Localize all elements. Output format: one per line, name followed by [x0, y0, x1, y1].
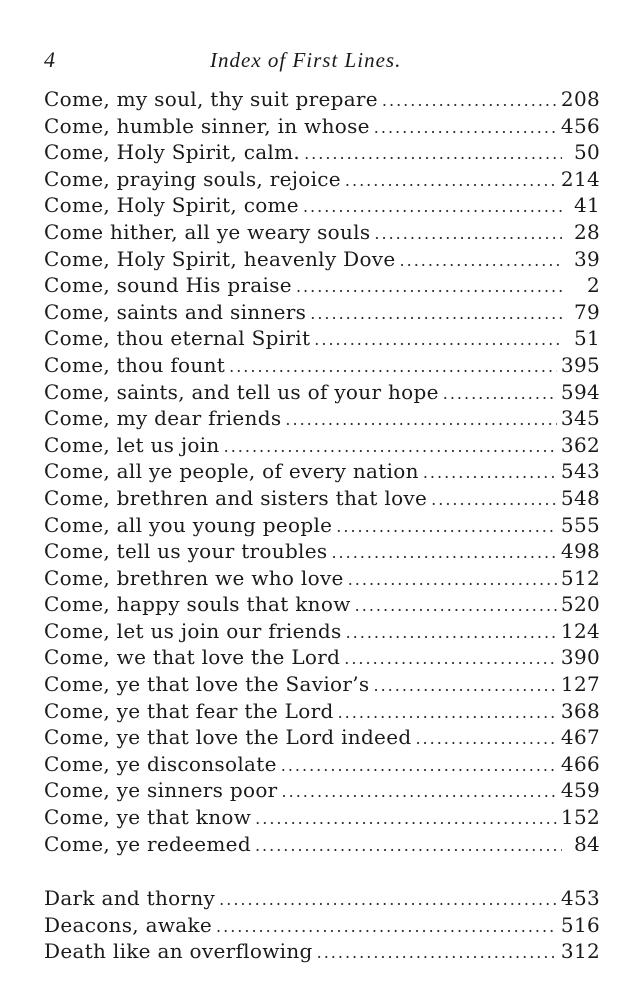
entry-hymn-number: 395 — [560, 352, 600, 377]
dot-leader — [296, 274, 562, 301]
entry-first-line: Come, ye that love the Savior’s — [44, 672, 370, 697]
entry-hymn-number: 453 — [560, 886, 600, 911]
index-entry — [44, 538, 600, 565]
dot-leader — [346, 620, 557, 647]
index-entry — [44, 938, 600, 965]
index-entry — [44, 831, 600, 858]
dot-leader — [423, 460, 557, 487]
entry-first-line: Come, sound His praise — [44, 273, 292, 298]
entry-hymn-number: 456 — [560, 113, 600, 138]
entry-first-line: Come, all you young people — [44, 512, 333, 537]
entry-hymn-number: 512 — [560, 565, 600, 590]
dot-leader — [304, 141, 562, 168]
entry-first-line: Come, praying souls, rejoice — [44, 166, 341, 191]
index-entry — [44, 724, 600, 751]
entry-first-line: Come, brethren and sisters that love — [44, 485, 428, 510]
entry-hymn-number: 555 — [560, 512, 600, 537]
dot-leader — [373, 673, 556, 700]
index-entry — [44, 405, 600, 432]
entry-hymn-number: 51 — [573, 326, 600, 351]
entry-first-line: Death like an overflowing — [44, 939, 313, 964]
entry-hymn-number: 594 — [560, 379, 600, 404]
entry-hymn-number: 312 — [560, 939, 600, 964]
entry-hymn-number: 498 — [560, 539, 600, 564]
dot-leader — [338, 700, 557, 727]
dot-leader — [282, 779, 557, 806]
index-list — [44, 86, 600, 965]
entry-hymn-number: 152 — [560, 805, 600, 830]
entry-first-line: Come, ye redeemed — [44, 831, 251, 856]
index-entry — [44, 565, 600, 592]
entry-hymn-number: 467 — [560, 725, 600, 750]
index-entry — [44, 379, 600, 406]
dot-leader — [255, 806, 557, 833]
dot-leader — [415, 726, 556, 753]
page-header — [44, 48, 600, 72]
dot-leader — [382, 88, 557, 115]
entry-hymn-number: 368 — [560, 698, 600, 723]
entry-first-line: Come, brethren we who love — [44, 565, 344, 590]
index-entry — [44, 751, 600, 778]
dot-leader — [400, 248, 562, 275]
dot-leader — [255, 833, 562, 860]
dot-leader — [219, 887, 557, 914]
dot-leader — [374, 115, 557, 142]
entry-first-line: Come, thou fount — [44, 352, 226, 377]
dot-leader — [344, 646, 557, 673]
page-number: 4 — [44, 47, 55, 72]
entry-hymn-number: 79 — [573, 299, 600, 324]
index-entry — [44, 272, 600, 299]
dot-leader — [348, 567, 557, 594]
index-entry — [44, 912, 600, 939]
entry-hymn-number: 2 — [586, 273, 600, 298]
entry-first-line: Come, ye that love the Lord indeed — [44, 725, 412, 750]
index-entry — [44, 698, 600, 725]
entry-hymn-number: 520 — [560, 592, 600, 617]
dot-leader — [285, 407, 557, 434]
dot-leader — [355, 593, 557, 620]
entry-first-line: Come, Holy Spirit, come — [44, 193, 299, 218]
entry-hymn-number: 28 — [573, 219, 600, 244]
index-entry — [44, 113, 600, 140]
entry-hymn-number: 84 — [573, 831, 600, 856]
entry-first-line: Come, let us join our friends — [44, 618, 342, 643]
entry-hymn-number: 214 — [560, 166, 600, 191]
entry-hymn-number: 127 — [560, 672, 600, 697]
entry-first-line: Deacons, awake — [44, 912, 213, 937]
entry-hymn-number: 390 — [560, 645, 600, 670]
entry-hymn-number: 208 — [560, 87, 600, 111]
index-entry — [44, 325, 600, 352]
dot-leader — [229, 354, 557, 381]
index-entry — [44, 512, 600, 539]
dot-leader — [317, 940, 557, 967]
index-entry — [44, 139, 600, 166]
dot-leader — [281, 753, 557, 780]
entry-first-line: Come, ye sinners poor — [44, 778, 278, 803]
index-entry — [44, 432, 600, 459]
entry-first-line: Come, happy souls that know — [44, 592, 351, 617]
index-entry — [44, 777, 600, 804]
index-entry — [44, 352, 600, 379]
entry-first-line: Come, saints and sinners — [44, 299, 307, 324]
dot-leader — [303, 194, 562, 221]
dot-leader — [345, 168, 557, 195]
index-entry — [44, 804, 600, 831]
entry-hymn-number: 516 — [560, 912, 600, 937]
entry-first-line: Come, thou eternal Spirit — [44, 326, 311, 351]
entry-hymn-number: 543 — [560, 459, 600, 484]
dot-leader — [224, 434, 557, 461]
entry-first-line: Come, saints, and tell us of your hope — [44, 379, 439, 404]
index-entry — [44, 644, 600, 671]
entry-first-line: Come, Holy Spirit, heavenly Dove — [44, 246, 396, 271]
entry-hymn-number: 50 — [573, 140, 600, 165]
dot-leader — [336, 514, 557, 541]
dot-leader — [443, 381, 557, 408]
dot-leader — [314, 327, 562, 354]
index-entry — [44, 671, 600, 698]
dot-leader — [216, 914, 557, 941]
entry-first-line: Come, let us join — [44, 432, 220, 457]
entry-first-line: Come, all ye people, of every nation — [44, 459, 419, 484]
entry-first-line: Come, Holy Spirit, calm. — [44, 140, 301, 165]
index-entry — [44, 458, 600, 485]
index-entry — [44, 246, 600, 273]
dot-leader — [331, 540, 556, 567]
index-entry — [44, 591, 600, 618]
dot-leader — [431, 487, 557, 514]
index-entry — [44, 299, 600, 326]
entry-hymn-number: 39 — [573, 246, 600, 271]
entry-first-line: Come, humble sinner, in whose — [44, 113, 370, 138]
entry-hymn-number: 124 — [560, 618, 600, 643]
entry-first-line: Come, we that love the Lord — [44, 645, 341, 670]
index-entry — [44, 618, 600, 645]
entry-hymn-number: 548 — [560, 485, 600, 510]
entry-first-line: Come hither, all ye weary souls — [44, 219, 371, 244]
entry-hymn-number: 41 — [573, 193, 600, 218]
index-entry — [44, 485, 600, 512]
entry-hymn-number: 345 — [560, 406, 600, 431]
entry-first-line: Come, ye disconsolate — [44, 751, 277, 776]
entry-first-line: Come, tell us your troubles — [44, 539, 328, 564]
index-entry — [44, 192, 600, 219]
index-entry — [44, 219, 600, 246]
dot-leader — [374, 221, 562, 248]
entry-first-line: Come, my soul, thy suit prepare — [44, 87, 378, 111]
index-entry — [44, 166, 600, 193]
entry-hymn-number: 459 — [560, 778, 600, 803]
entry-first-line: Dark and thorny — [44, 886, 216, 911]
index-entry — [44, 86, 600, 113]
running-title: Index of First Lines. — [210, 48, 402, 72]
index-entry — [44, 885, 600, 912]
entry-first-line: Come, ye that know — [44, 805, 252, 830]
dot-leader — [310, 301, 562, 328]
entry-hymn-number: 362 — [560, 432, 600, 457]
entry-hymn-number: 466 — [560, 751, 600, 776]
entry-first-line: Come, my dear friends — [44, 406, 282, 431]
entry-first-line: Come, ye that fear the Lord — [44, 698, 334, 723]
